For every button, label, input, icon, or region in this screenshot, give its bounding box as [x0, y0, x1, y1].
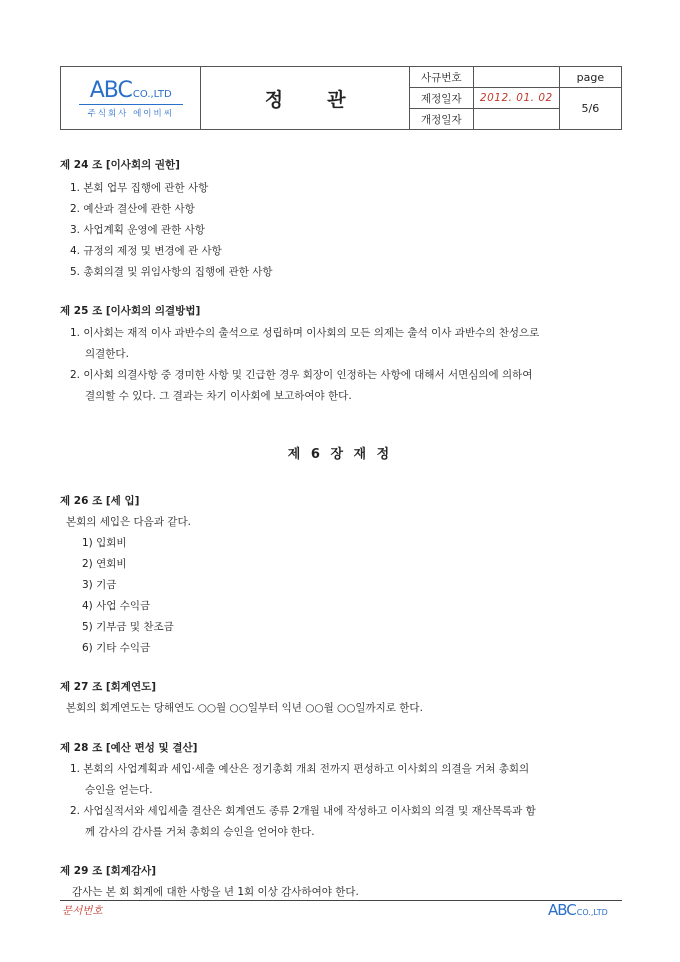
article-24-item: 4. 규정의 제정 및 변경에 관 사항 [70, 245, 222, 257]
logo-company-name: 주식회사 에이비씨 [87, 108, 174, 119]
footer-logo-co: CO.,LTD [576, 908, 608, 917]
article-24-item: 2. 예산과 결산에 관한 사항 [70, 203, 195, 215]
chapter-heading: 제 6 장 재 정 [287, 447, 393, 462]
logo-abc-text: ABC [89, 77, 132, 103]
article-25-line: 1. 이사회는 재적 이사 과반수의 출석으로 성립하며 이사회의 모든 의제는 출석 이사 과반수의 찬성으로 [70, 327, 540, 339]
document-meta [410, 67, 621, 129]
footer-doc-number-label: 문서번호 [62, 905, 103, 917]
article-26-intro: 본회의 세입은 다음과 같다. [66, 516, 191, 528]
company-logo [61, 67, 201, 129]
article-25-line: 의결한다. [85, 348, 129, 360]
article-28-line: 께 감사의 감사를 거쳐 총회의 승인을 얻어야 한다. [85, 826, 315, 838]
article-26-heading: 제 26 조 [세 입] [60, 495, 140, 507]
revise-date-label: 개정일자 [410, 108, 473, 129]
page-label: page [560, 67, 621, 88]
article-25-line: 2. 이사회 의결사항 중 경미한 사항 및 긴급한 경우 회장이 인정하는 사항에 대해서 서면심의에 의하여 [70, 369, 533, 381]
article-24-item: 3. 사업계획 운영에 관한 사항 [70, 224, 205, 236]
logo-underline [79, 104, 183, 105]
article-24-heading: 제 24 조 [이사회의 권한] [60, 159, 180, 171]
article-29-text: 감사는 본 회 회계에 대한 사항을 년 1회 이상 감사하여야 한다. [72, 886, 359, 898]
enact-date-label: 제정일자 [410, 87, 473, 108]
logo-co-text: CO.,LTD [132, 88, 172, 100]
article-28-heading: 제 28 조 [예산 편성 및 결산] [60, 742, 198, 754]
footer-logo [548, 901, 608, 919]
article-29-heading: 제 29 조 [회계감사] [60, 865, 157, 877]
article-26-item: 1) 입회비 [82, 537, 127, 549]
enact-date-value: 2012. 01. 02 [474, 87, 559, 108]
rule-no-label: 사규번호 [421, 71, 462, 84]
article-25-line: 결의할 수 있다. 그 결과는 차기 이사회에 보고하여야 한다. [85, 390, 352, 402]
footer-logo-abc: ABC [548, 901, 576, 919]
article-28-line: 승인을 얻는다. [85, 784, 153, 796]
document-title: 정관 [201, 67, 409, 129]
article-27-text: 본회의 회계연도는 당해연도 ○○월 ○○일부터 익년 ○○월 ○○일까지로 한다. [66, 702, 423, 714]
rule-no-value [474, 67, 559, 87]
article-27-heading: 제 27 조 [회계연도] [60, 681, 157, 693]
document-header [60, 66, 622, 130]
article-24-item: 5. 총회의결 및 위임사항의 집행에 관한 사항 [70, 266, 273, 278]
footer-divider [60, 900, 622, 901]
article-28-line: 2. 사업실적서와 세입세출 결산은 회계연도 종류 2개월 내에 작성하고 이사회의 의결 및 재산목록과 함 [70, 805, 536, 817]
article-26-item: 2) 연회비 [82, 558, 127, 570]
page-number: 5/6 [581, 102, 600, 115]
article-26-item: 3) 기금 [82, 579, 117, 591]
revise-date-value [474, 108, 559, 129]
article-24-item: 1. 본회 업무 집행에 관한 사항 [70, 182, 209, 194]
article-25-heading: 제 25 조 [이사회의 의결방법] [60, 305, 201, 317]
article-26-item: 6) 기타 수익금 [82, 642, 151, 654]
article-26-item: 4) 사업 수익금 [82, 600, 151, 612]
article-28-line: 1. 본회의 사업계획과 세입·세출 예산은 정기총회 개최 전까지 편성하고 이사회의 의결을 거쳐 총회의 [70, 763, 530, 775]
article-26-item: 5) 기부금 및 찬조금 [82, 621, 174, 633]
